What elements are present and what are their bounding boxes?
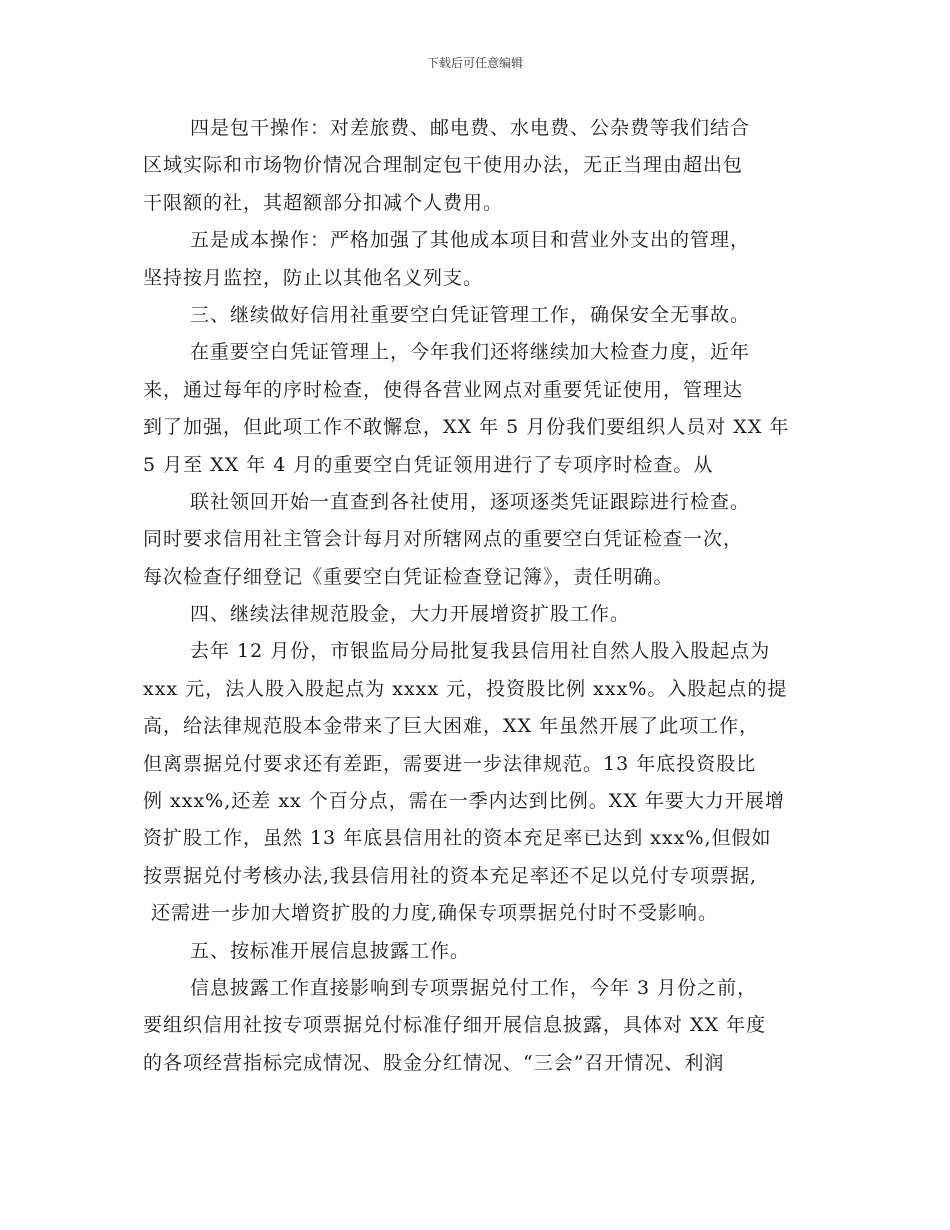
text-line: 到了加强，但此项工作不敢懈怠，XX 年 5 月份我们要组织人员对 XX 年 xyxy=(143,416,790,439)
text-line: 干限额的社，其超额部分扣减个人费用。 xyxy=(143,191,504,214)
text-line: 三、继续做好信用社重要空白凭证管理工作，确保安全无事故。 xyxy=(190,303,751,326)
text-line: 要组织信用社按专项票据兑付标准仔细开展信息披露，具体对 XX 年度 xyxy=(143,1014,767,1037)
text-line: 区域实际和市场物价情况合理制定包干使用办法，无正当理由超出包 xyxy=(143,154,744,177)
text-line: 四是包干操作：对差旅费、邮电费、水电费、公杂费等我们结合 xyxy=(190,117,751,139)
text-line: 坚持按月监控，防止以其他名义列支。 xyxy=(143,266,484,289)
text-line: 五、按标准开展信息披露工作。 xyxy=(190,939,471,962)
text-line: 在重要空白凭证管理上，今年我们还将继续加大检查力度，近年 xyxy=(190,341,751,364)
text-line: 每次检查仔细登记《重要空白凭证检查登记簿》，责任明确。 xyxy=(143,565,674,588)
text-line: 四、继续法律规范股金，大力开展增资扩股工作。 xyxy=(190,603,631,626)
text-line: 联社领回开始一直查到各社使用，逐项逐类凭证跟踪进行检查。 xyxy=(190,490,751,513)
text-line: 5 月至 XX 年 4 月的重要空白凭证领用进行了专项序时检查。从 xyxy=(143,453,714,476)
text-line: 按票据兑付考核办法,我县信用社的资本充足率还不足以兑付专项票据, xyxy=(143,864,758,887)
text-line: 同时要求信用社主管会计每月对所辖网点的重要空白凭证检查一次， xyxy=(143,528,744,551)
text-line: 但离票据兑付要求还有差距，需要进一步法律规范。13 年底投资股比 xyxy=(143,752,757,775)
page-header: 下载后可任意编辑 xyxy=(426,56,523,70)
text-line: 例 xxx%,还差 xx 个百分点，需在一季内达到比例。XX 年要大力开展增 xyxy=(143,790,785,813)
document-body xyxy=(143,110,813,1082)
text-line: 高，给法律规范股本金带来了巨大困难，XX 年虽然开展了此项工作， xyxy=(143,715,760,738)
text-line: 信息披露工作直接影响到专项票据兑付工作，今年 3 月份之前， xyxy=(190,976,758,999)
text-line: 五是成本操作：严格加强了其他成本项目和营业外支出的管理， xyxy=(190,229,751,252)
text-line: xxx 元，法人股入股起点为 xxxx 元，投资股比例 xxx%。入股起点的提 xyxy=(143,677,788,700)
text-line: 的各项经营指标完成情况、股金分红情况、“三会”召开情况、利润 xyxy=(143,1051,725,1074)
text-line: 来，通过每年的序时检查，使得各营业网点对重要凭证使用，管理达 xyxy=(143,378,744,401)
text-line: 资扩股工作，虽然 13 年底县信用社的资本充足率已达到 xxx%,但假如 xyxy=(143,827,772,850)
text-line: 还需进一步加大增资扩股的力度,确保专项票据兑付时不受影响。 xyxy=(151,902,719,925)
text-line: 去年 12 月份，市银监局分局批复我县信用社自然人股入股起点为 xyxy=(190,640,771,663)
